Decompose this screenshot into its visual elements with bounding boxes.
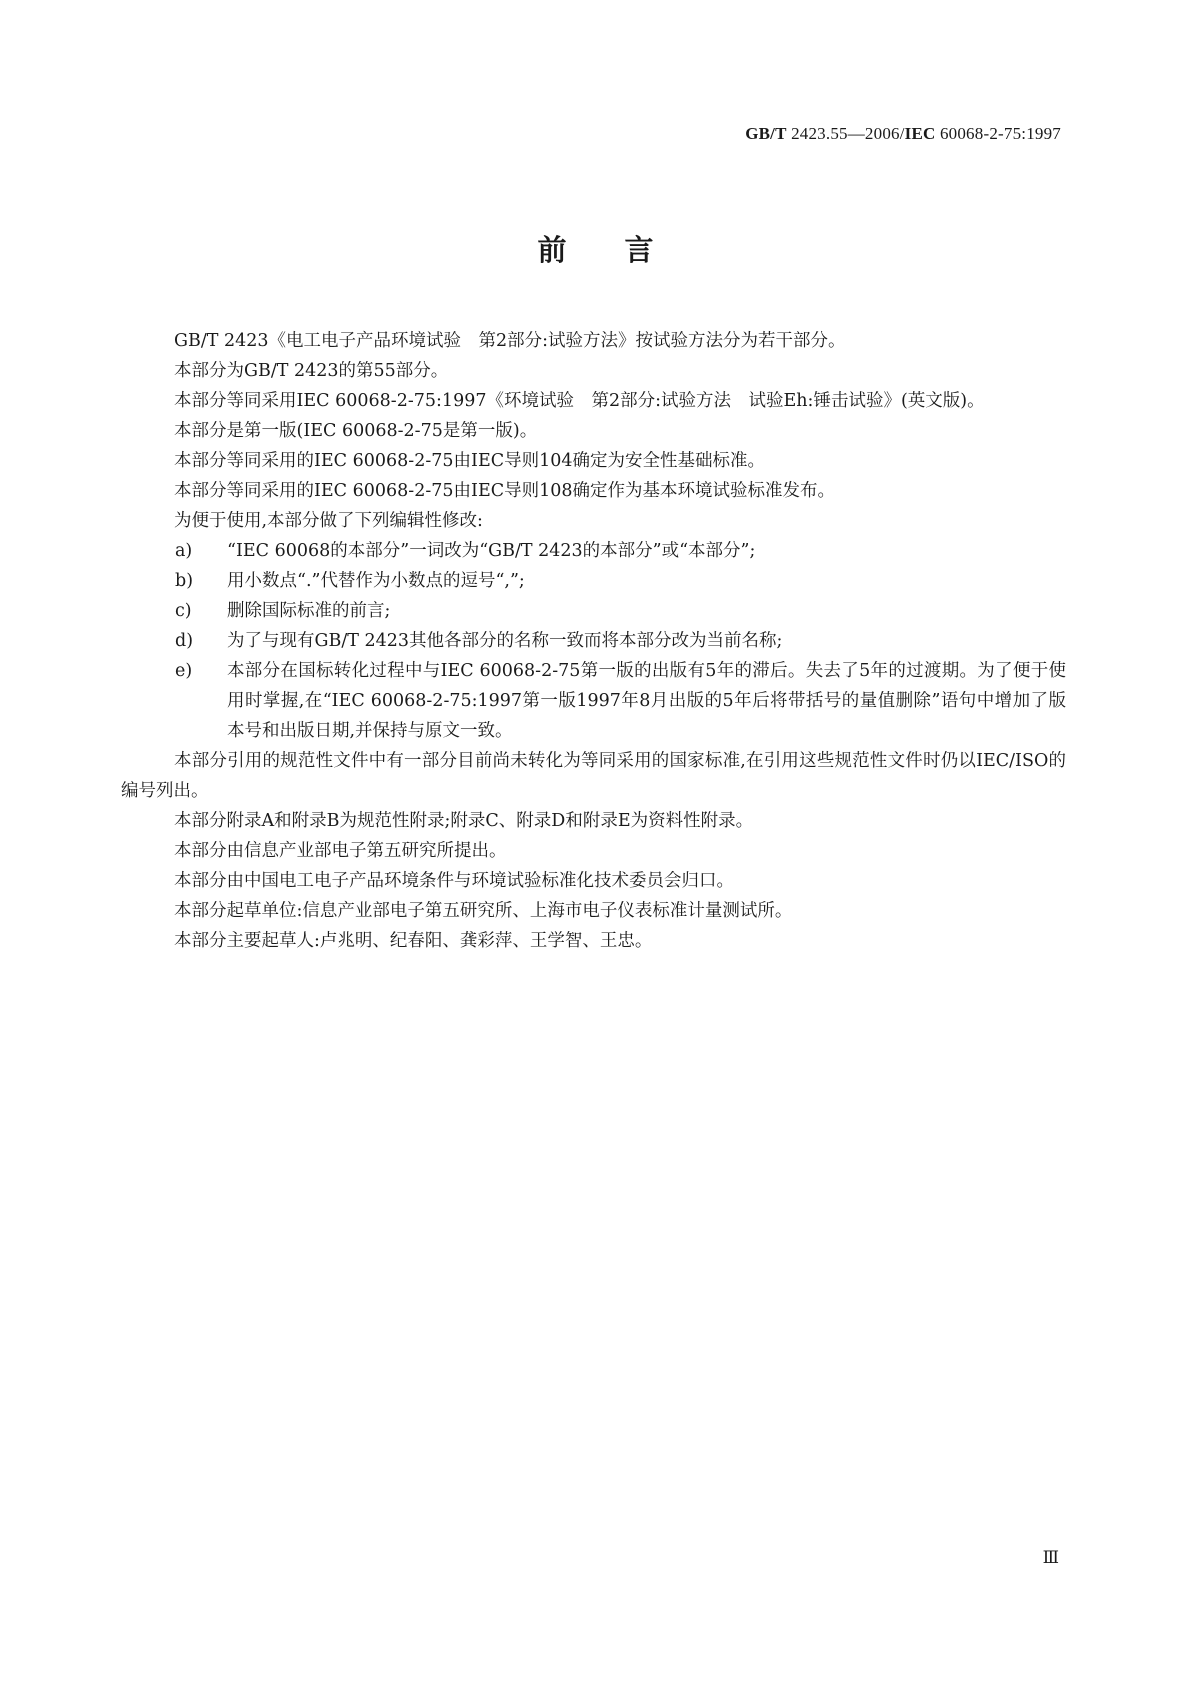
standard-number: 2423.55—2006/ (791, 124, 905, 143)
standard-prefix: GB/T (745, 124, 787, 143)
standard-code-header (745, 124, 1061, 144)
list-item (121, 656, 1066, 746)
iec-number: 60068-2-75:1997 (939, 124, 1061, 143)
list-item (121, 596, 1066, 626)
list-item (121, 536, 1066, 566)
paragraph: 本部分等同采用IEC 60068-2-75:1997《环境试验 第2部分:试验方法 试验Eh:锤击试验》(英文版)。 (174, 391, 985, 411)
paragraph: 本部分为GB/T 2423的第55部分。 (174, 361, 449, 381)
list-item-text: 删除国际标准的前言; (227, 601, 391, 621)
list-item (121, 566, 1066, 596)
paragraph: 本部分由中国电工电子产品环境条件与环境试验标准化技术委员会归口。 (174, 871, 734, 891)
paragraph: 本部分起草单位:信息产业部电子第五研究所、上海市电子仪表标准计量测试所。 (174, 901, 793, 921)
paragraph: 本部分等同采用的IEC 60068-2-75由IEC导则104确定为安全性基础标准。 (174, 451, 766, 471)
paragraph: 本部分是第一版(IEC 60068-2-75是第一版)。 (174, 421, 538, 441)
paragraph: 本部分附录A和附录B为规范性附录;附录C、附录D和附录E为资料性附录。 (174, 811, 754, 831)
iec-prefix: IEC (904, 124, 936, 143)
list-item-marker: c) (175, 601, 192, 621)
paragraph: GB/T 2423《电工电子产品环境试验 第2部分:试验方法》按试验方法分为若干部分。 (174, 331, 846, 351)
paragraph: 本部分等同采用的IEC 60068-2-75由IEC导则108确定作为基本环境试验标准发布。 (174, 481, 836, 501)
list-item-text: 为了与现有GB/T 2423其他各部分的名称一致而将本部分改为当前名称; (227, 631, 783, 651)
page-title: 前言 (537, 233, 712, 267)
list-item-text: 用小数点“.”代替作为小数点的逗号“,”; (227, 571, 525, 591)
list-item (121, 626, 1066, 656)
list-item-marker: b) (175, 571, 194, 591)
paragraph: 本部分引用的规范性文件中有一部分目前尚未转化为等同采用的国家标准,在引用这些规范性文件时仍以IEC/ISO的编号列出。 (121, 751, 1066, 801)
list-item-marker: e) (175, 661, 193, 681)
list-item-marker: a) (175, 541, 193, 561)
list-item-text: 本部分在国标转化过程中与IEC 60068-2-75第一版的出版有5年的滞后。失去了5年的过渡期。为了便于使用时掌握,在“IEC 60068-2-75:1997第一版1997年8月出版的5年后将带括号的量值删除”语句中增加了版本号和出版日期,并保持与原文一致。 (227, 661, 1066, 741)
foreword-body (121, 326, 1066, 956)
list-item-text: “IEC 60068的本部分”一词改为“GB/T 2423的本部分”或“本部分”; (227, 541, 756, 561)
paragraph: 本部分由信息产业部电子第五研究所提出。 (174, 841, 507, 861)
paragraph: 本部分主要起草人:卢兆明、纪春阳、龚彩萍、王学智、王忠。 (174, 931, 653, 951)
page-number: Ⅲ (1042, 1548, 1059, 1567)
list-item-marker: d) (175, 631, 194, 651)
paragraph: 为便于使用,本部分做了下列编辑性修改: (174, 511, 483, 531)
